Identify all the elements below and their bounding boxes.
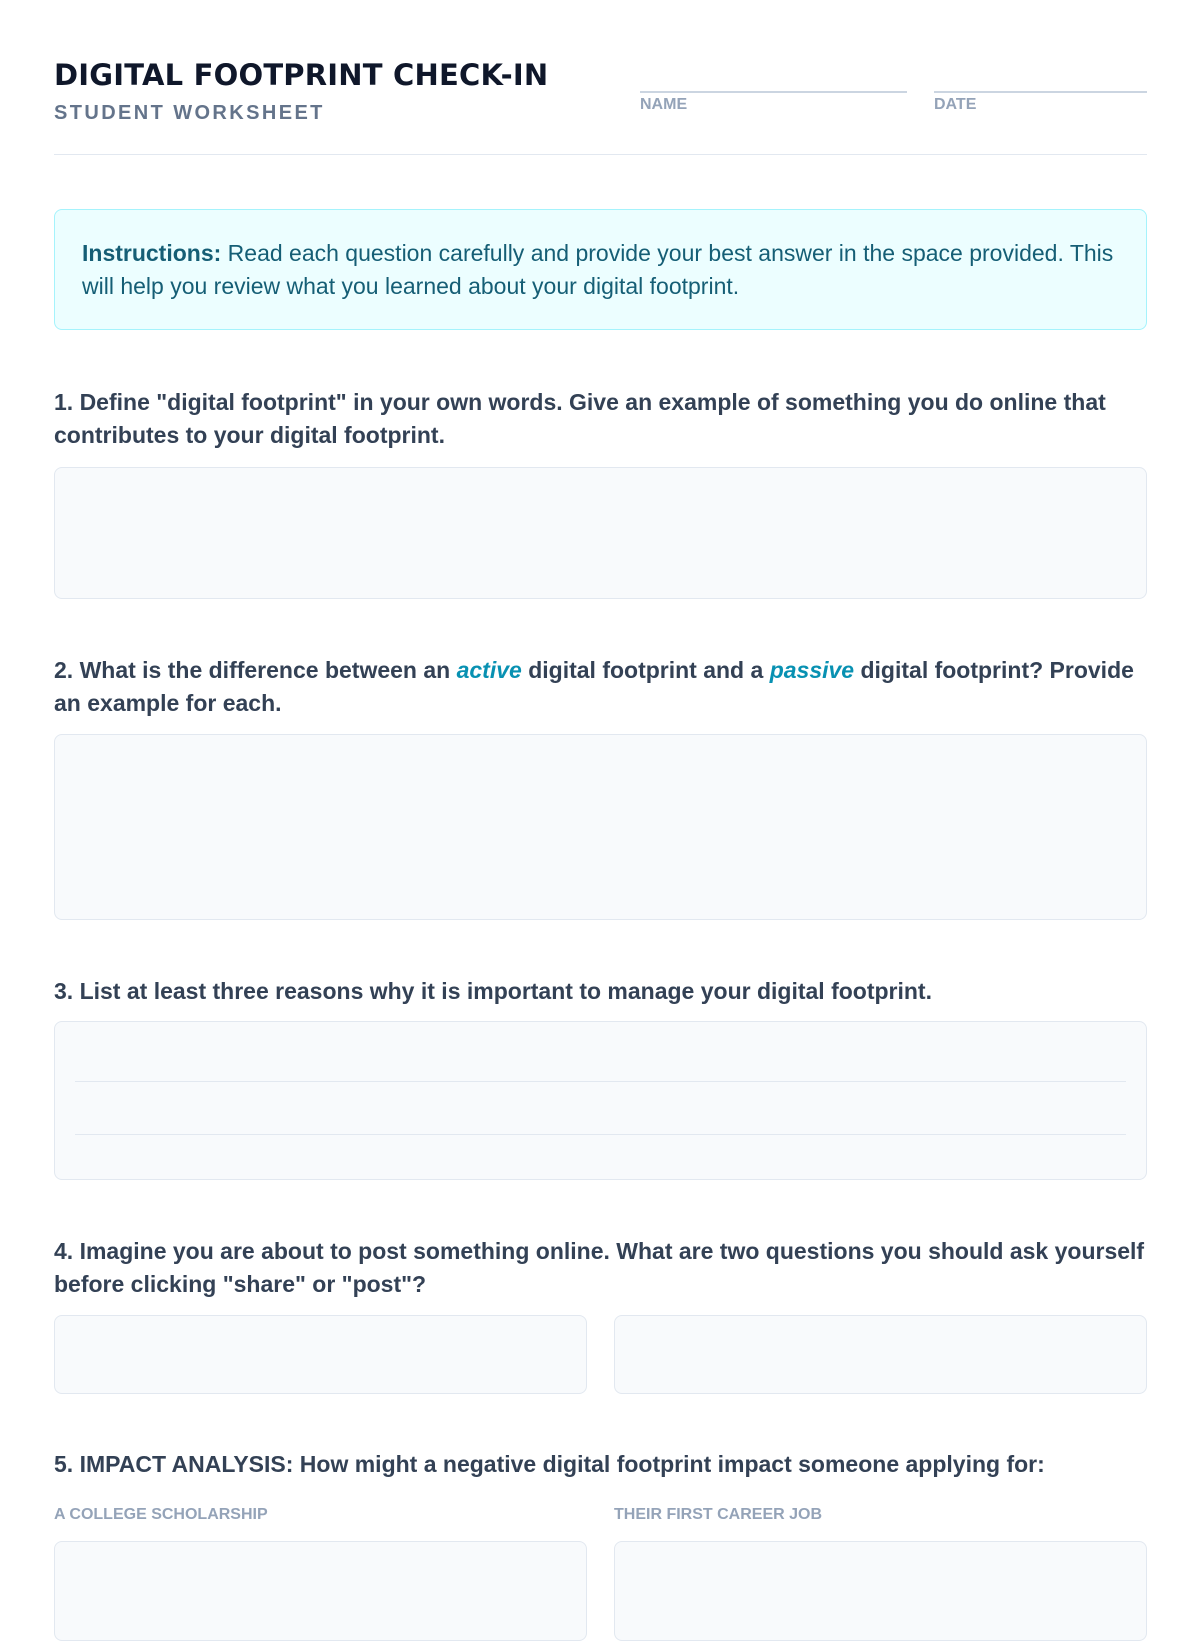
date-underline xyxy=(934,91,1147,93)
answer-box-2[interactable] xyxy=(54,734,1147,920)
passive-term: passive xyxy=(769,657,855,683)
instructions-box xyxy=(54,209,1147,330)
answer-line xyxy=(75,1134,1126,1135)
question-3: 3. List at least three reasons why it is important to manage your digital footprint. xyxy=(54,978,932,1004)
question-2-part-1: 2. What is the difference between an xyxy=(54,657,457,683)
active-term: active xyxy=(456,657,522,683)
name-underline xyxy=(640,91,907,93)
answer-line xyxy=(75,1081,1126,1082)
page-subtitle: STUDENT WORKSHEET xyxy=(54,102,325,124)
question-2 xyxy=(54,654,1154,720)
question-1: 1. Define "digital footprint" in your own words. Give an example of something you do online that contributes to your digital footprint. xyxy=(54,389,1106,448)
question-2-part-3: digital footprint? Provide an example for each. xyxy=(54,657,1134,716)
question-2-part-2: digital footprint and a xyxy=(521,657,770,683)
date-label: DATE xyxy=(934,96,977,113)
scholarship-label: A COLLEGE SCHOLARSHIP xyxy=(54,1506,268,1523)
answer-box-1[interactable] xyxy=(54,467,1147,599)
instructions-lead: Instructions: xyxy=(82,240,222,266)
answer-box-4b[interactable] xyxy=(614,1315,1147,1394)
answer-box-5b[interactable] xyxy=(614,1541,1147,1641)
question-4: 4. Imagine you are about to post something online. What are two questions you should ask yourself before clicking "share" or "post"? xyxy=(54,1238,1145,1297)
name-label: NAME xyxy=(640,96,688,113)
career-job-label: THEIR FIRST CAREER JOB xyxy=(614,1506,823,1523)
page-title: DIGITAL FOOTPRINT CHECK-IN xyxy=(54,58,549,92)
answer-box-4a[interactable] xyxy=(54,1315,587,1394)
answer-box-3[interactable] xyxy=(54,1021,1147,1180)
question-5: 5. IMPACT ANALYSIS: How might a negative digital footprint impact someone applying for: xyxy=(54,1451,1045,1477)
name-field[interactable] xyxy=(640,58,907,114)
instructions-text: Read each question carefully and provide your best answer in the space provided. This will help you review what you learned about your digital footprint. xyxy=(82,240,1114,299)
worksheet-header xyxy=(54,58,1147,155)
answer-box-5a[interactable] xyxy=(54,1541,587,1641)
date-field[interactable] xyxy=(934,58,1147,114)
